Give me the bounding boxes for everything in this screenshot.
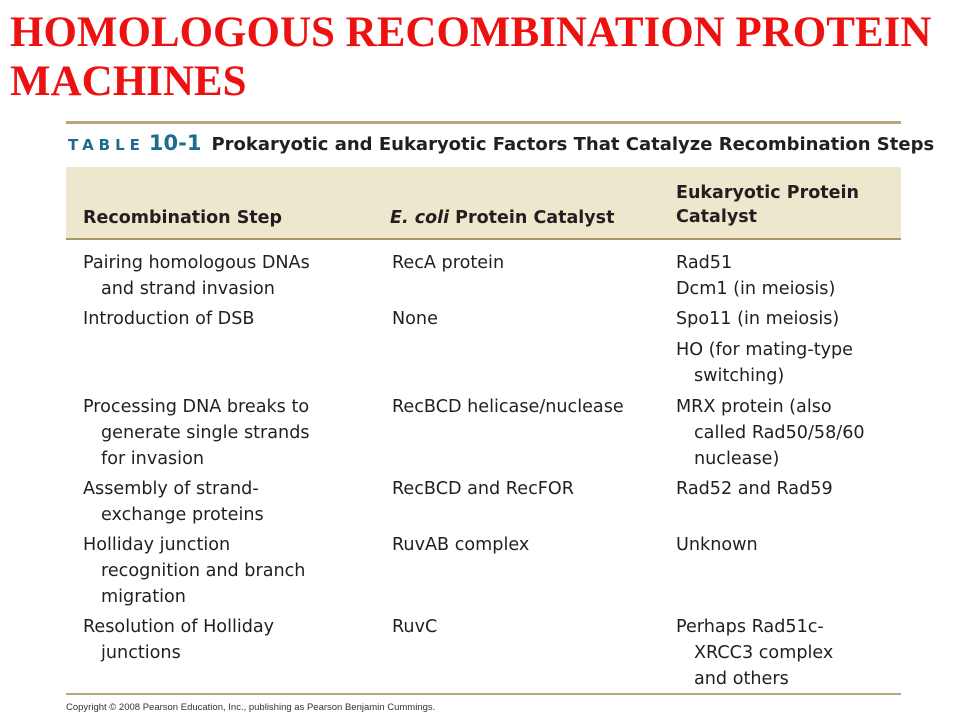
row-1-euk-line-1: Rad51 xyxy=(676,253,733,273)
row-4-step xyxy=(83,394,310,472)
row-7-step-line-1: Resolution of Holliday xyxy=(83,617,275,637)
row-3-euk-line-2: switching) xyxy=(694,366,785,386)
row-7-eukaryotic xyxy=(676,614,833,692)
table-bottom-rule xyxy=(66,693,901,695)
header-ecoli-italic: E. coli xyxy=(390,208,450,228)
row-4-euk-line-2: called Rad50/58/60 xyxy=(694,423,865,443)
row-1-eukaryotic xyxy=(676,250,835,302)
row-1-step-line-2: and strand invasion xyxy=(101,279,275,299)
row-6-ecoli: RuvAB complex xyxy=(392,535,530,555)
row-5-step-line-2: exchange proteins xyxy=(101,505,264,525)
row-2-ecoli: None xyxy=(392,309,438,329)
row-6-step-line-2: recognition and branch xyxy=(101,561,306,581)
header-eukaryotic-line-1: Eukaryotic Protein xyxy=(676,183,859,203)
row-2-eukaryotic: Spo11 (in meiosis) xyxy=(676,309,840,329)
row-4-euk-line-1: MRX protein (also xyxy=(676,397,832,417)
table-header xyxy=(66,167,901,240)
row-1-ecoli: RecA protein xyxy=(392,253,505,273)
row-4-euk-line-3: nuclease) xyxy=(694,449,780,469)
table-title: Prokaryotic and Eukaryotic Factors That Catalyze Recombination Steps xyxy=(211,134,935,155)
row-6-step xyxy=(83,532,305,610)
table-caption xyxy=(68,131,934,155)
row-7-euk-line-1: Perhaps Rad51c- xyxy=(676,617,824,637)
row-1-step-line-1: Pairing homologous DNAs xyxy=(83,253,310,273)
copyright-notice: Copyright © 2008 Pearson Education, Inc., publishing as Pearson Benjamin Cummings. xyxy=(66,702,436,713)
row-6-step-line-3: migration xyxy=(101,587,186,607)
row-7-step xyxy=(83,614,274,666)
row-7-euk-line-3: and others xyxy=(694,669,789,689)
row-7-ecoli: RuvC xyxy=(392,617,438,637)
row-5-step xyxy=(83,476,264,528)
row-5-step-line-1: Assembly of strand- xyxy=(83,479,259,499)
row-4-step-line-3: for invasion xyxy=(101,449,204,469)
row-7-euk-line-2: XRCC3 complex xyxy=(694,643,834,663)
row-4-step-line-2: generate single strands xyxy=(101,423,310,443)
row-4-eukaryotic xyxy=(676,394,865,472)
row-4-step-line-1: Processing DNA breaks to xyxy=(83,397,310,417)
header-eukaryotic-catalyst xyxy=(676,181,859,229)
header-ecoli-rest: Protein Catalyst xyxy=(449,208,615,228)
table-number: 10-1 xyxy=(148,131,202,155)
row-2-step: Introduction of DSB xyxy=(83,309,255,329)
table-label: TABLE xyxy=(68,136,145,154)
row-3-eukaryotic xyxy=(676,337,853,389)
row-6-step-line-1: Holliday junction xyxy=(83,535,231,555)
row-1-euk-line-2: Dcm1 (in meiosis) xyxy=(676,279,836,299)
row-4-ecoli: RecBCD helicase/nuclease xyxy=(392,397,624,417)
slide-title: HOMOLOGOUS RECOMBINATION PROTEIN MACHINES xyxy=(10,9,932,105)
row-5-ecoli: RecBCD and RecFOR xyxy=(392,479,574,499)
header-eukaryotic-line-2: Catalyst xyxy=(676,207,758,227)
row-5-eukaryotic: Rad52 and Rad59 xyxy=(676,479,833,499)
table-top-rule xyxy=(66,121,901,124)
row-6-eukaryotic: Unknown xyxy=(676,535,758,555)
header-ecoli-catalyst xyxy=(390,206,614,230)
header-recombination-step: Recombination Step xyxy=(83,208,283,228)
row-3-euk-line-1: HO (for mating-type xyxy=(676,340,853,360)
row-1-step xyxy=(83,250,310,302)
row-7-step-line-2: junctions xyxy=(101,643,181,663)
